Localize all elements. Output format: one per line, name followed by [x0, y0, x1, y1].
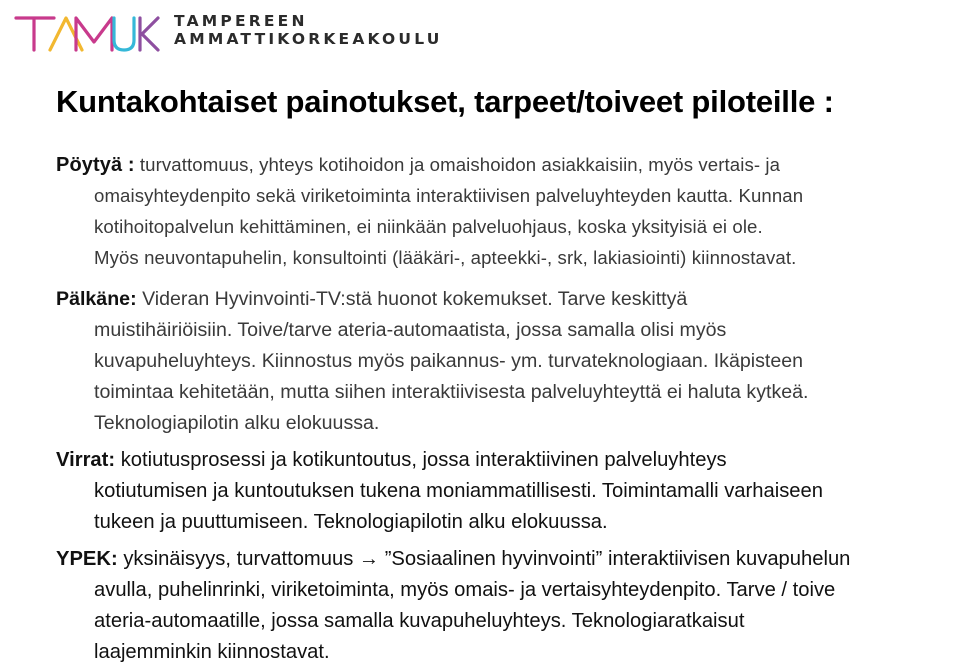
section-first-line: [56, 544, 956, 575]
section-line: toimintaa kehitetään, mutta siihen interaktiivisesta palveluyhteyttä ei haluta kytkeä.: [94, 381, 809, 403]
section-label: Pöytyä :: [56, 154, 135, 176]
section-text: kotiutusprosessi ja kotikuntoutus, jossa interaktiivinen palveluyhteys: [120, 449, 727, 471]
section-line: kuvapuheluyhteys. Kiinnostus myös paikannus- ym. turvateknologiaan. Ikäpisteen: [94, 350, 804, 372]
section-line: Teknologiapilotin alku elokuussa.: [94, 412, 380, 434]
logo-wordmark: [174, 12, 443, 48]
section-first-line: [56, 284, 956, 315]
section-label: YPEK:: [56, 548, 118, 570]
section-line: avulla, puhelinrinki, viriketoiminta, myös omais- ja vertaisyhteydenpito. Tarve / toive: [94, 579, 836, 601]
section-text: yksinäisyys, turvattomuus → ”Sosiaalinen hyvinvointi” interaktiivisen kuvapuhelun: [123, 548, 851, 570]
tamk-logo-mark-icon: [14, 10, 162, 54]
logo-text-line2: AMMATTIKORKEAKOULU: [174, 30, 443, 48]
section-line: kotihoitopalvelun kehittäminen, ei niinkään palveluohjaus, koska yksityisiä ei ole.: [94, 216, 763, 237]
section-text: Videran Hyvinvointi-TV:stä huonot kokemukset. Tarve keskittyä: [142, 288, 688, 310]
section-label: Pälkäne:: [56, 288, 137, 310]
section-palkane: [56, 284, 956, 439]
section-ypek: [56, 544, 956, 668]
section-line: omaisyhteydenpito sekä viriketoiminta interaktiivisen palveluyhteyden kautta. Kunnan: [94, 185, 804, 206]
logo-text-line1: TAMPEREEN: [174, 12, 308, 30]
section-text: turvattomuus, yhteys kotihoidon ja omaishoidon asiakkaisiin, myös vertais- ja: [139, 154, 781, 175]
section-virrat: [56, 445, 956, 538]
section-line: muistihäiriöisiin. Toive/tarve ateria-automaatista, jossa samalla olisi myös: [94, 319, 727, 341]
section-poytya: [56, 149, 956, 273]
section-label: Virrat:: [56, 449, 116, 471]
section-first-line: [56, 445, 956, 476]
section-line: kotiutumisen ja kuntoutuksen tukena moniammatillisesti. Toimintamalli varhaiseen: [94, 480, 823, 502]
section-line: tukeen ja puuttumiseen. Teknologiapilotin alku elokuussa.: [94, 511, 608, 533]
header-bar: [0, 0, 960, 64]
section-first-line: [56, 149, 956, 180]
section-line: laajemminkin kiinnostavat.: [94, 641, 330, 663]
slide-title: Kuntakohtaiset painotukset, tarpeet/toiveet piloteille :: [56, 84, 834, 119]
section-line: Myös neuvontapuhelin, konsultointi (lääkäri-, apteekki-, srk, lakiasiointi) kiinnostavat.: [94, 247, 797, 268]
section-line: ateria-automaatille, jossa samalla kuvapuheluyhteys. Teknologiaratkaisut: [94, 610, 745, 632]
